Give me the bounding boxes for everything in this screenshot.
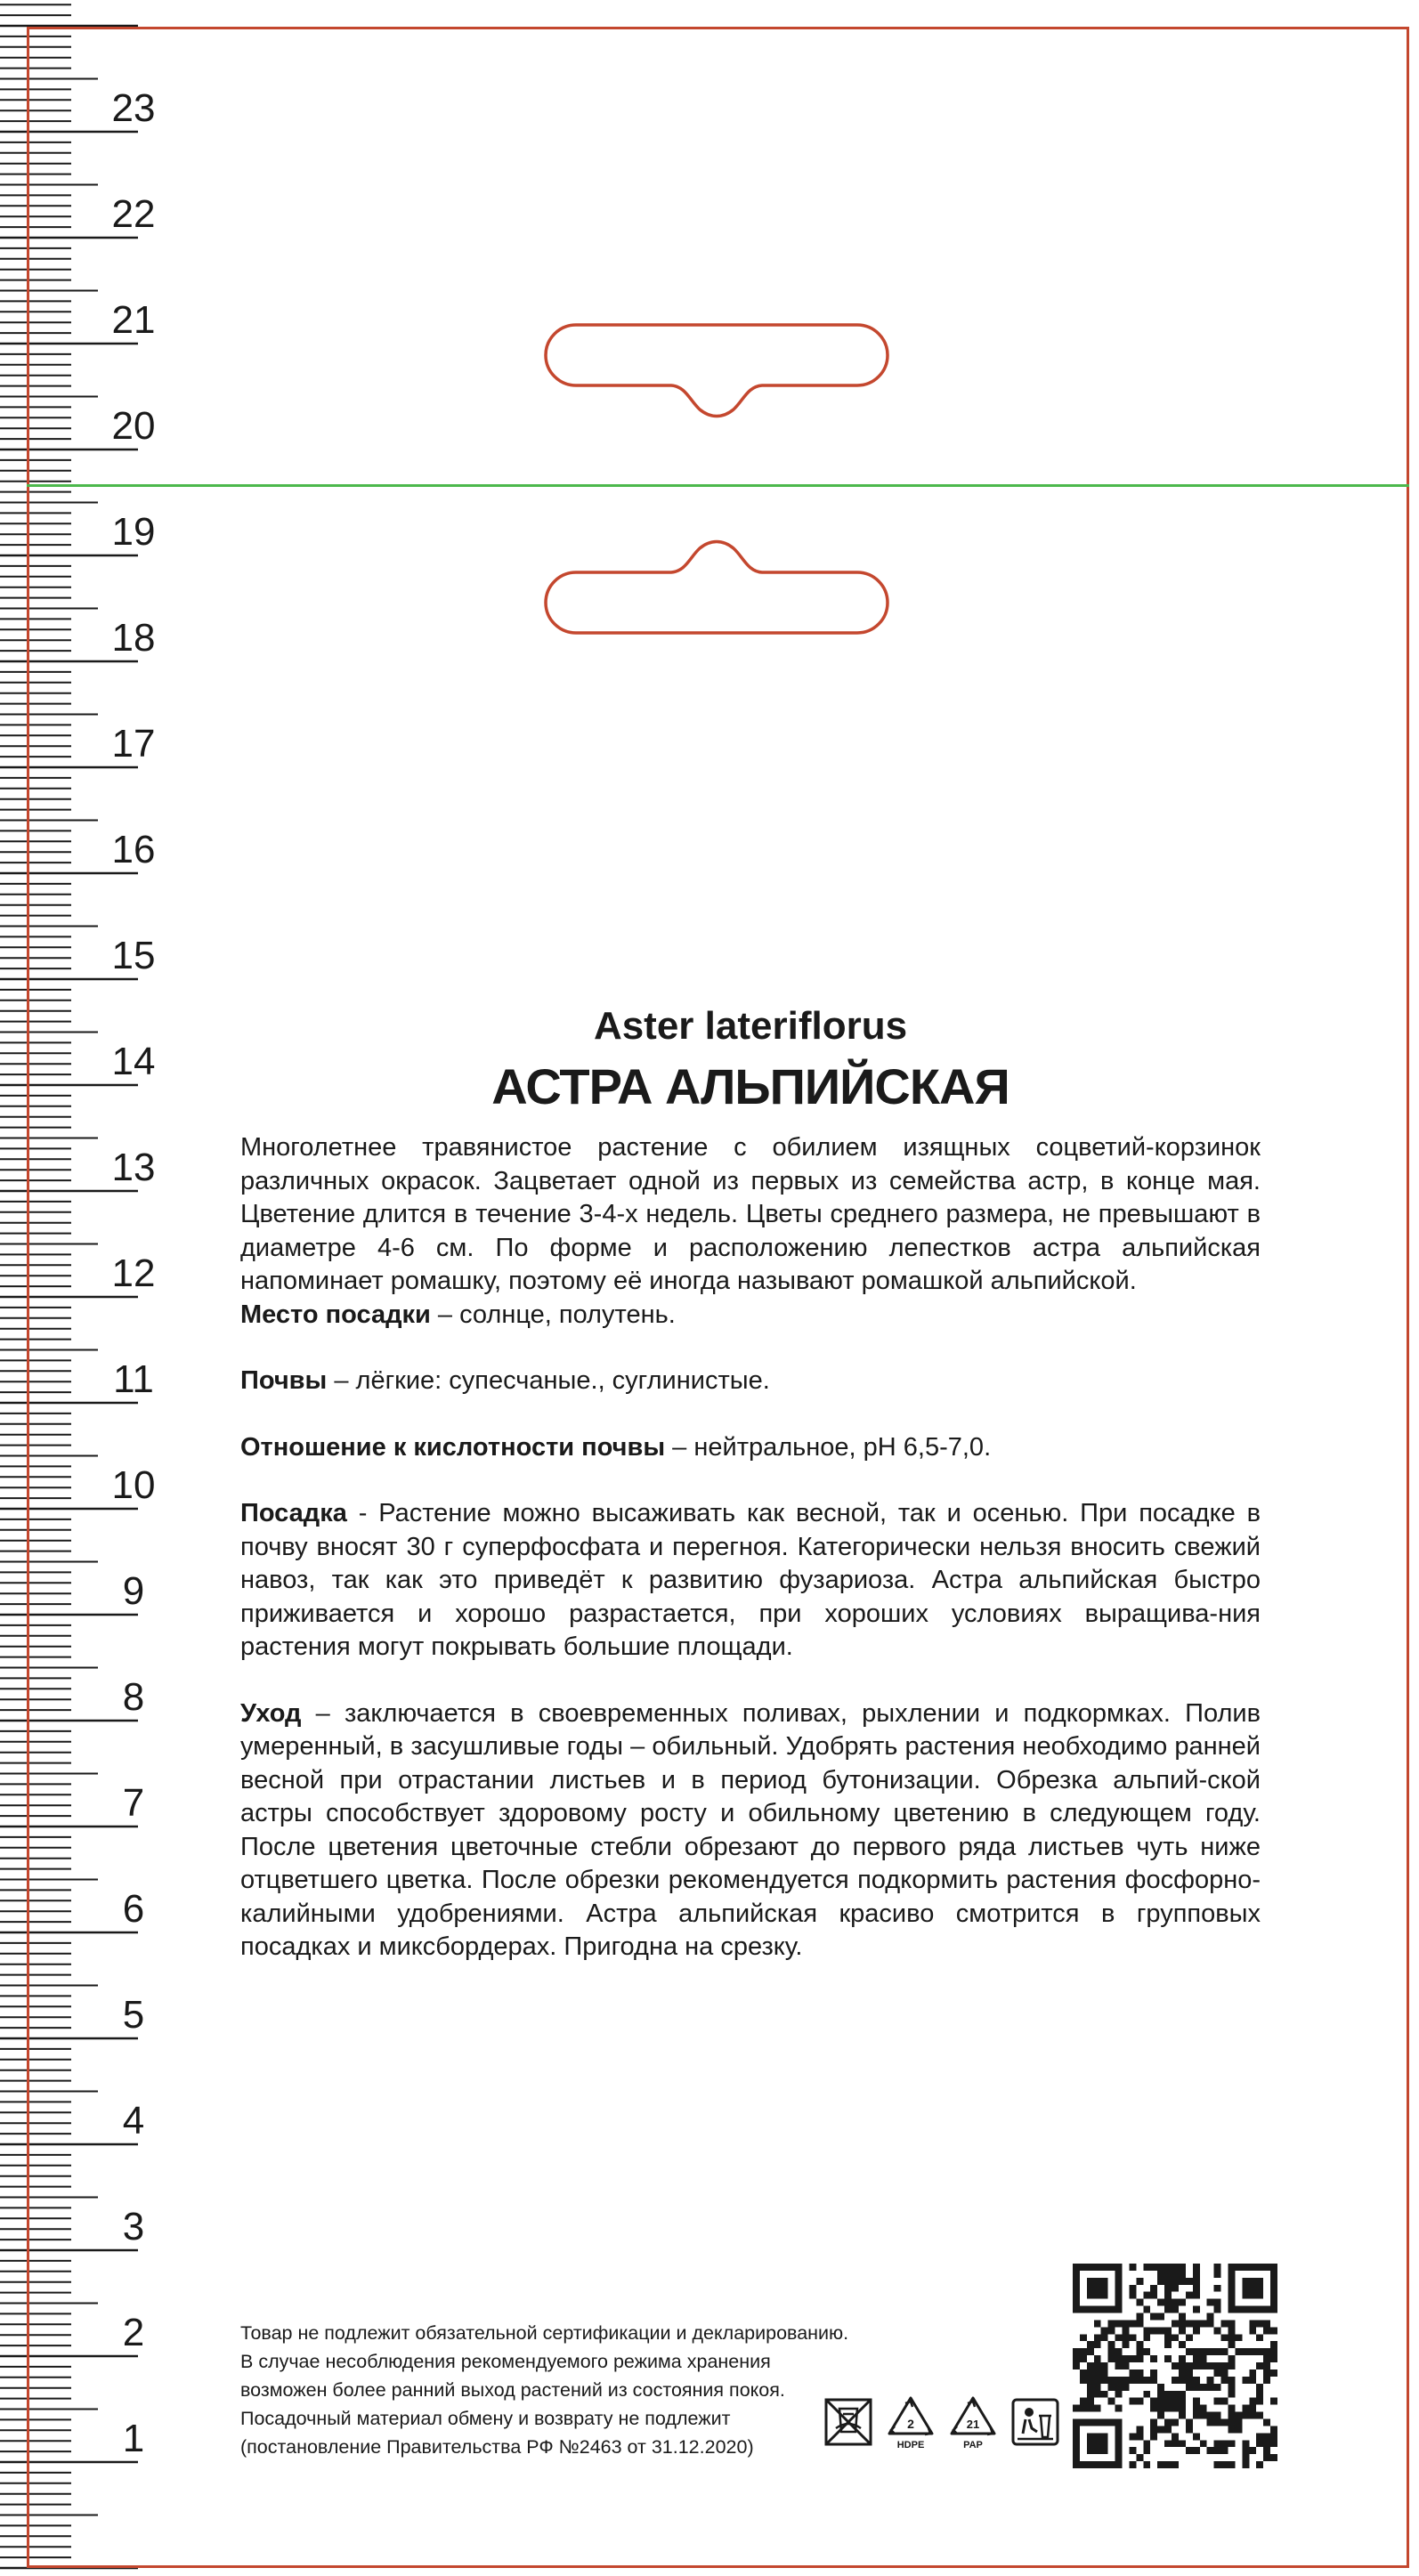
no-food-contact-icon [823, 2393, 873, 2451]
trash-bin-icon [1010, 2393, 1060, 2451]
ruler-label: 17 [111, 722, 156, 766]
hang-slot-bottom [543, 538, 890, 636]
care-paragraph [240, 1697, 1261, 1964]
fold-line [27, 484, 1409, 487]
recycle-pap-icon [948, 2393, 998, 2451]
product-title: АСТРА АЛЬПИЙСКАЯ [491, 1058, 1010, 1114]
location-paragraph [240, 1299, 1261, 1333]
ruler-label: 16 [111, 828, 156, 871]
ruler-label: 11 [113, 1357, 154, 1401]
acidity-paragraph [240, 1431, 1261, 1465]
soil-text: – лёгкие: супесчаные., суглинистые. [327, 1366, 770, 1395]
legal-line: В случае несоблюдения рекомендуемого режима хранения [240, 2351, 771, 2372]
acidity-text: – нейтральное, рН 6,5-7,0. [665, 1432, 992, 1462]
hdpe-label: HDPE [896, 2440, 925, 2450]
hdpe-number: 2 [907, 2417, 914, 2431]
ruler-label: 7 [122, 1781, 145, 1825]
legal-notice [240, 2319, 917, 2461]
ruler-label: 1 [122, 2417, 145, 2460]
qr-code-icon [1073, 2264, 1277, 2468]
ruler-label: 10 [111, 1463, 156, 1507]
ruler-label: 13 [111, 1146, 156, 1189]
ruler-label: 14 [111, 1040, 156, 1083]
recycle-hdpe-icon [886, 2393, 936, 2451]
legal-line: (постановление Правительства РФ №2463 от 31.12.2020) [240, 2436, 754, 2458]
planting-text: - Растение можно высаживать как весной, так и осенью. При посадке в почву вносят 30 г суперфосфата и перегноя. Категорически нельзя вносить свежий навоз, так как это приведёт к развитию фузариоза. Астра альпийская быстро приживается и хорошо разрастается, при хороших условиях выращива-ния растения могут покрывать большие площади. [240, 1499, 1261, 1661]
legal-line: возможен более ранний выход растений из состояния покоя. [240, 2379, 785, 2401]
soil-paragraph [240, 1365, 1261, 1398]
ruler-label: 5 [122, 1993, 145, 2037]
care-label: Уход [240, 1698, 302, 1728]
product-description [240, 1001, 1261, 1964]
ruler-label: 20 [111, 404, 156, 448]
pap-number: 21 [966, 2418, 980, 2431]
ruler-label: 3 [122, 2205, 145, 2248]
packaging-symbols [823, 2393, 1060, 2451]
location-label: Место посадки [240, 1300, 431, 1329]
legal-line: Посадочный материал обмену и возврату не подлежит [240, 2408, 731, 2429]
soil-label: Почвы [240, 1366, 328, 1395]
ruler-label: 22 [111, 192, 156, 236]
ruler-label: 23 [111, 86, 156, 130]
hang-slot-top [543, 322, 890, 420]
ruler-label: 12 [111, 1252, 156, 1295]
pap-label: PAP [963, 2440, 983, 2450]
ruler-label: 6 [122, 1887, 145, 1931]
care-text: – заключается в своевременных поливах, рыхлении и подкормках. Полив умеренный, в засушливые годы – обильный. Удобрять растения необходимо ранней весной при отрастании листьев и в период бутонизации. Обрезка альпий-ской астры способствует здоровому росту и обильному цветению в следующем году. После цветения цветочные стебли обрезают до первого ряда листьев чуть ниже отцветшего цветка. После обрезки рекомендуется подкормить растения фосфорно-калийными удобрениями. Астра альпийская красиво смотрится в групповых посадках и миксбордерах. Пригодна на срезку. [240, 1698, 1261, 1961]
ruler-label: 18 [111, 616, 156, 660]
ruler-label: 4 [122, 2099, 145, 2143]
ruler-label: 19 [111, 510, 156, 554]
ruler-label: 9 [122, 1569, 145, 1613]
ruler-label: 21 [111, 298, 156, 342]
planting-paragraph [240, 1497, 1261, 1665]
planting-label: Посадка [240, 1499, 347, 1527]
legal-line: Товар не подлежит обязательной сертификации и декларированию. [240, 2322, 849, 2344]
acidity-label: Отношение к кислотности почвы [240, 1432, 666, 1462]
description-text: Многолетнее травянистое растение с обилием изящных соцветий-корзинок различных окрасок. Зацветает одной из первых из семейства астр, в конце мая. Цветение длится в течение 3-4-х недель. Цветы среднего размера, не превышают в диаметре 4-6 см. По форме и расположению лепестков астра альпийская напоминает ромашку, поэтому её иногда называют ромашкой альпийской. [240, 1133, 1261, 1295]
ruler-label: 2 [122, 2311, 145, 2354]
latin-name: Aster lateriflorus [593, 1004, 908, 1048]
location-text: – солнце, полутень. [430, 1300, 676, 1329]
ruler-label: 8 [122, 1675, 145, 1719]
ruler-label: 15 [111, 934, 156, 977]
